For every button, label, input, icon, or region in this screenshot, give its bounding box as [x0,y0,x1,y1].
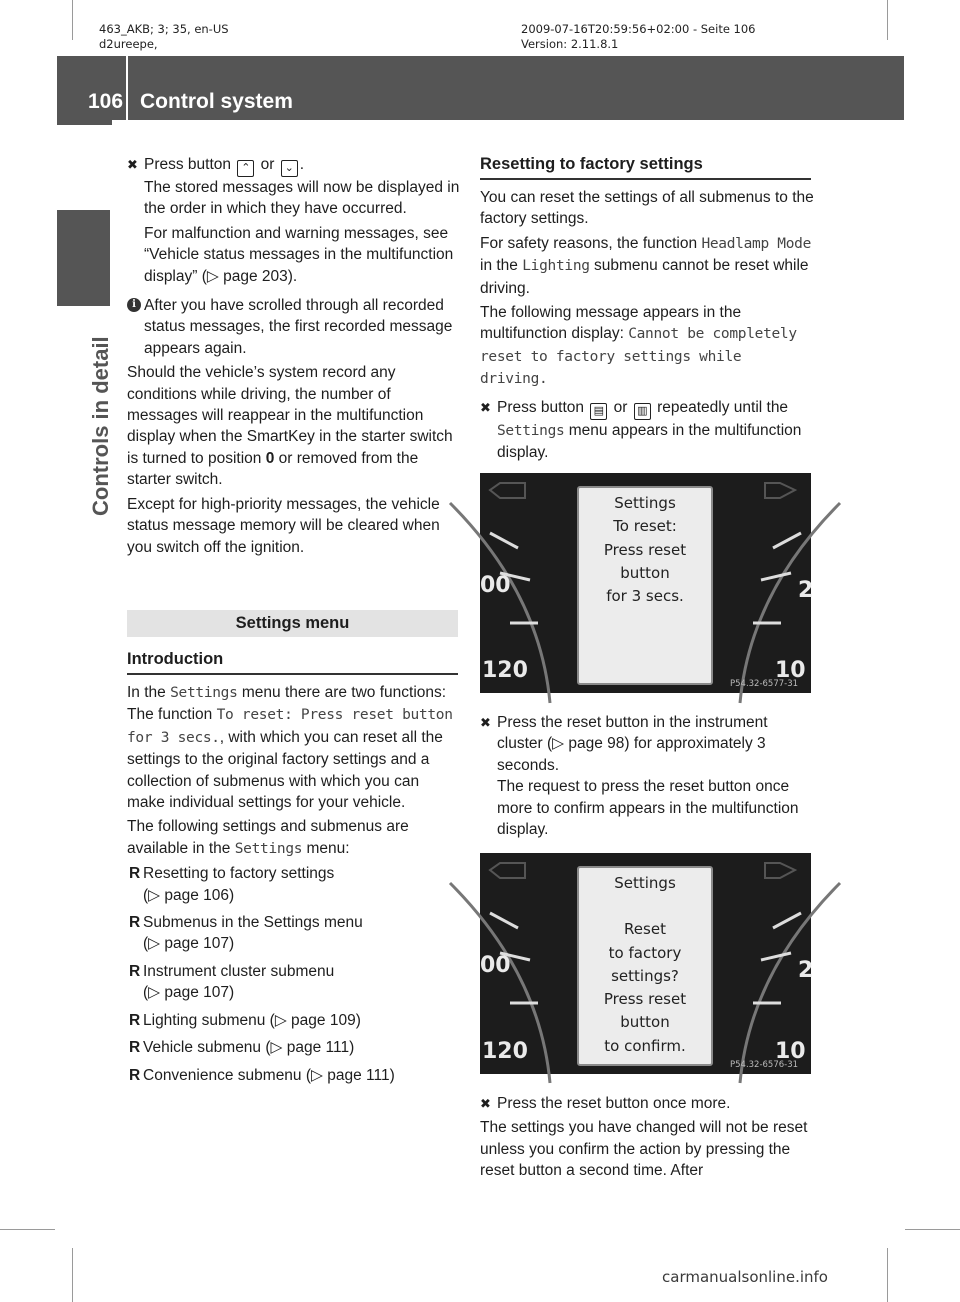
list-item: R Instrument cluster submenu (▷ page 107) [129,962,335,1002]
step-press-reset: ✖ Press the reset button in the instrument cluster (▷ page 98) for approximately 3 seconds. The request to press the reset button once more to confirm appears in the multifunction display. [480,714,799,839]
heading-resetting: Resetting to factory settings [480,155,703,173]
display-image-confirm [480,853,814,1074]
info-icon: i [127,298,141,312]
multifunction-screen: Settings To reset: Press reset button for 3 secs. [577,486,713,685]
reset-paragraph-3: The following message appears in the multifunction display: Cannot be completely reset to factory settings while driving. [480,304,797,388]
reset-paragraph-2: For safety reasons, the function Headlamp Mode in the Lighting submenu cannot be reset while driving. [480,234,812,297]
step-arrow-icon: ✖ [480,399,491,415]
display-image-settings [480,473,814,693]
list-item: R Submenus in the Settings menu (▷ page 107) [129,914,363,953]
meta-left-line1: 463_AKB; 3; 35, en-US [99,22,229,36]
intro-paragraph-2: The following settings and submenus are available in the Settings menu: [127,818,409,857]
heading-introduction: Introduction [127,650,224,668]
info-note: i After you have scrolled through all recorded status messages, the first recorded message appears again. [127,295,461,359]
step-press-menu-button: ✖ Press button ▤ or ▥ repeatedly until the Settings menu appears in the multifunction display. [480,398,802,462]
left-column [127,154,461,561]
figure-code: P54.32-6576-31 [730,1060,799,1070]
heading-rule-right [480,178,811,180]
right-column-bottom [480,1093,814,1185]
step-malfunction-note: For malfunction and warning messages, see “Vehicle status messages in the multifunction display” (▷ page 203). [144,224,454,285]
gauge-label-right-bottom: 10 [775,658,806,683]
figure-code: P54.32-6577-31 [730,679,799,689]
menu-left-button-icon: ▤ [590,403,607,420]
meta-left-line2: d2ureepe, [99,37,158,51]
page-number: 106 [88,90,124,113]
meta-right-line1: 2009-07-16T20:59:56+02:00 - Seite 106 [521,22,756,36]
gauge-label-right-bottom: 10 [775,1039,806,1064]
step-press-button: ✖ Press button ⌃ or ⌄ . The stored messages will now be displayed in the order in which they have occurred. [127,156,460,218]
right-column-middle [480,712,814,843]
intro-paragraph: In the Settings menu there are two functions: The function To reset: Press reset button for 3 secs., with which you can reset all the settings to the original factory settings and a collection of submenus with which you can make individual settings for your vehicle. [127,684,453,812]
paragraph-smartkey: Should the vehicle’s system record any conditions while driving, the number of messages will reappear in the multifunction display when the SmartKey in the starter switch is turned to position 0 or removed from the starter switch. [127,364,453,489]
down-arrow-button-icon: ⌄ [281,160,298,177]
paragraph-confirm: The settings you have changed will not be reset unless you confirm the action by pressing the reset button a second time. After [480,1119,808,1180]
gauge-label-left-top: 00 [480,573,511,598]
side-tab-block [57,210,110,306]
list-item: R Vehicle submenu (▷ page 111) [129,1039,355,1057]
watermark: carmanualsonline.info [662,1268,828,1286]
gauge-label-right-top: 2 [798,958,814,983]
list-item: R Lighting submenu (▷ page 109) [129,1011,361,1029]
gauge-label-left-bottom: 120 [482,658,528,683]
right-column-top [480,187,814,466]
meta-right-line2: Version: 2.11.8.1 [521,37,619,51]
step-arrow-icon: ✖ [127,157,138,172]
list-item: R Convenience submenu (▷ page 111) [129,1066,395,1084]
step-arrow-icon: ✖ [480,715,491,730]
section-settings-menu: Settings menu [127,610,458,637]
page-title: Control system [140,90,293,113]
heading-rule [127,673,458,675]
multifunction-screen: Settings Reset to factory settings? Press reset button to confirm. [577,866,713,1066]
gauge-label-right-top: 2 [798,578,814,603]
paragraph-memory-cleared: Except for high-priority messages, the vehicle status message memory will be cleared when you switch off the ignition. [127,495,440,556]
step1-result: The stored messages will now be displayed in the order in which they have occurred. [144,179,460,218]
side-tab-label: Controls in detail [88,336,113,516]
step-arrow-icon: ✖ [480,1096,491,1111]
up-arrow-button-icon: ⌃ [237,160,254,177]
gauge-label-left-bottom: 120 [482,1039,528,1064]
menu-right-button-icon: ▥ [634,403,651,420]
step-press-reset-again: ✖ Press the reset button once more. [480,1093,814,1114]
page-header-tab [57,120,112,125]
reset-paragraph-1: You can reset the settings of all submenus to the factory settings. [480,189,814,228]
header-separator [126,56,128,120]
left-column-intro [127,682,461,1092]
list-item: R Resetting to factory settings (▷ page 106) [129,865,335,904]
gauge-label-left-top: 00 [480,953,511,978]
